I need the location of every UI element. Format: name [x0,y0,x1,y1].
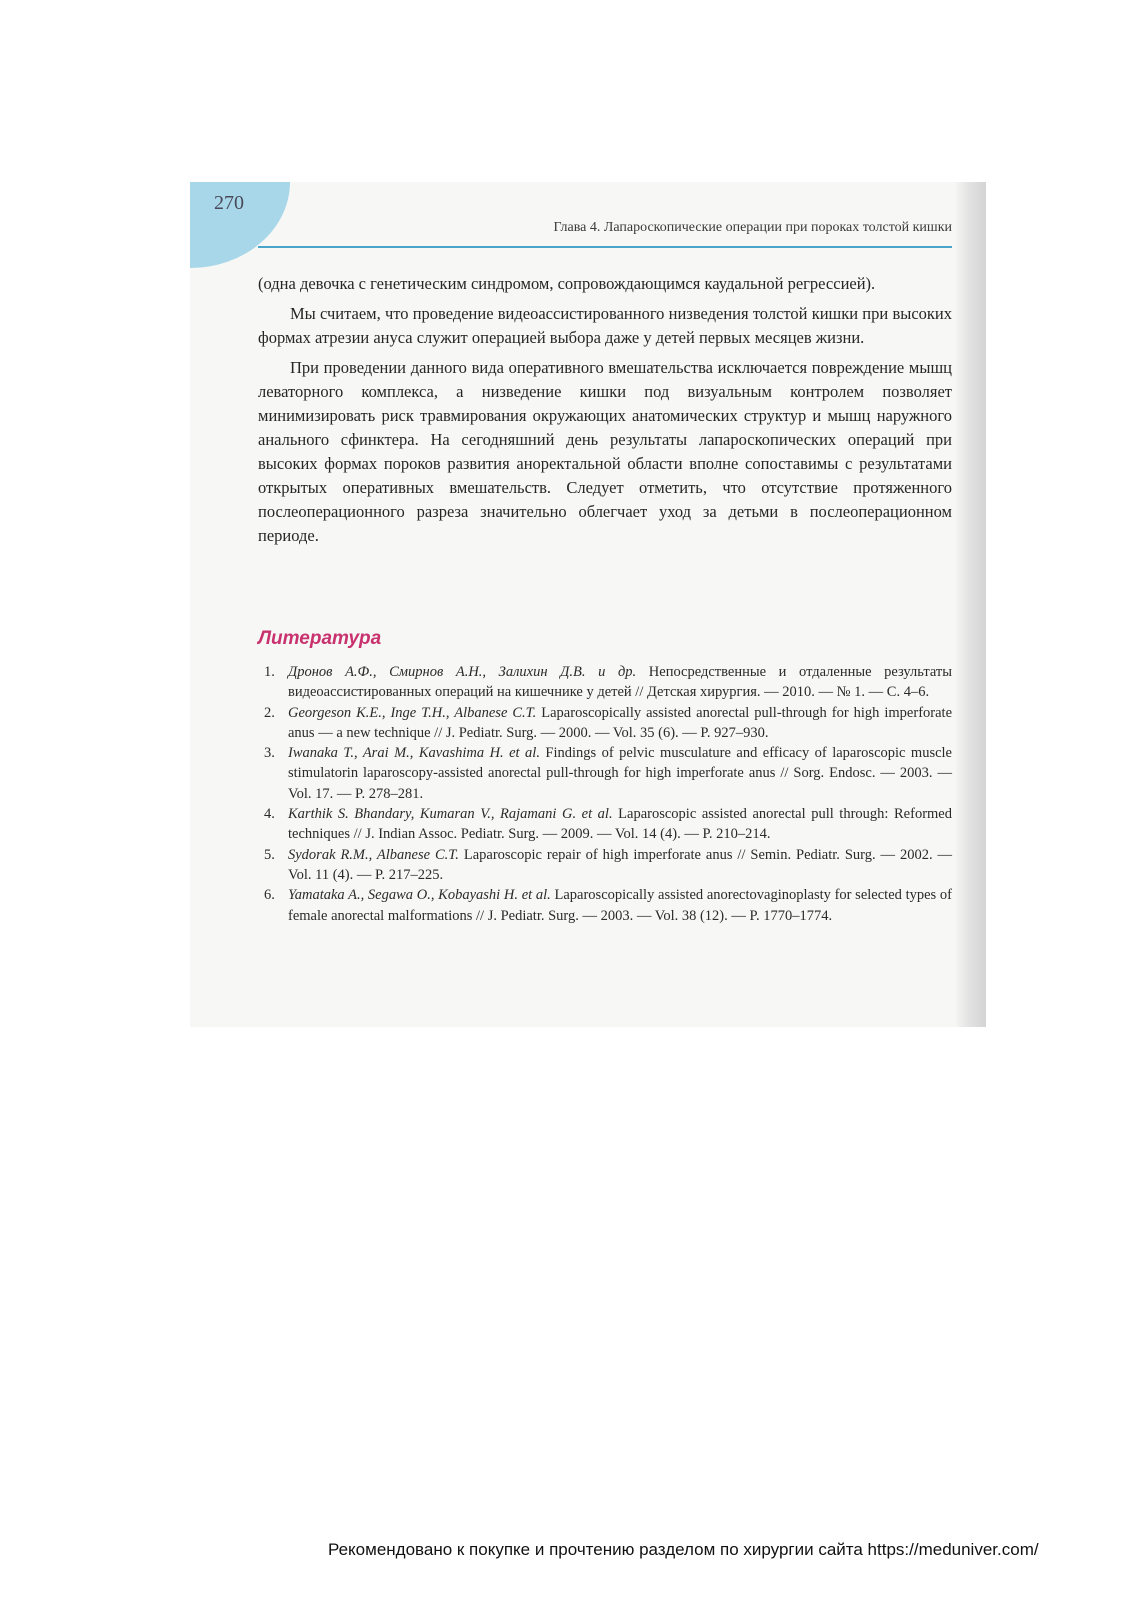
header-rule [258,246,952,248]
reference-item [264,662,952,703]
reference-text: Laparoscopic assisted anorectal pull through: Reformed techniques // J. Indian Assoc. Pediatr. Surg. — 2009. — Vol. 14 (4). — P. 210–214. [288,806,952,843]
reference-authors: Georgeson K.E., Inge T.H., Albanese C.T. [288,704,537,721]
paragraph: (одна девочка с генетическим синдромом, сопровождающимся каудальной регрессией). [258,274,876,293]
reference-item [264,845,952,886]
reference-number: 6. [264,887,275,904]
reference-text: Laparoscopically assisted anorectovaginoplasty for selected types of female anorectal malformations // J. Pediatr. Surg. — 2003. — Vol. 38 (12). — P. 1770–1774. [288,887,952,924]
reference-authors: Karthik S. Bhandary, Kumaran V., Rajamani G. et al. [288,806,613,823]
reference-authors: Sydorak R.M., Albanese C.T. [288,846,459,863]
reference-item [264,743,952,804]
reference-number: 1. [264,664,275,680]
page-number: 270 [214,192,244,214]
reference-item [264,885,952,926]
running-head: Глава 4. Лапароскопические операции при пороках толстой кишки [553,220,952,235]
reference-list [264,662,952,926]
page-binding-shadow [956,182,986,1027]
scanned-page [190,182,986,1027]
reference-number: 5. [264,846,275,863]
reference-item [264,703,952,744]
body-text [258,272,952,548]
reference-authors: Iwanaka T., Arai M., Kavashima H. et al. [288,745,540,762]
reference-authors: Yamataka A., Segawa O., Kobayashi H. et al. [288,887,551,904]
reference-item [264,804,952,845]
paragraph: Мы считаем, что проведение видеоассистированного низведения толстой кишки при высоких формах атрезии ануса служит операцией выбора даже у детей первых месяцев жизни. [258,304,952,347]
reference-text: Laparoscopically assisted anorectal pull-through for high imperforate anus — a new technique // J. Pediatr. Surg. — 2000. — Vol. 35 (6). — P. 927–930. [288,704,953,741]
literature-heading: Литература [258,628,382,649]
reference-authors: Дронов А.Ф., Смирнов А.Н., Залихин Д.В. и др. [288,664,637,680]
reference-text: Laparoscopic repair of high imperforate anus // Semin. Pediatr. Surg. — 2002. — Vol. 11 (4). — P. 217–225. [288,846,952,883]
reference-text: Findings of pelvic musculature and efficacy of laparoscopic muscle stimulatorin laparoscopy-assisted anorectal pull-through for high imperforate anus // Sorg. Endosc. — 2003. — Vol. 17. — P. 278–281. [288,745,952,802]
paragraph: При проведении данного вида оперативного вмешательства исключается повреждение мышц леваторного комплекса, а низведение кишки под визуальным контролем позволяет минимизировать риск травмирования окружающих анатомических структур и мышц наружного анального сфинктера. На сегодняшний день результаты лапароскопических операций при высоких формах пороков развития аноректальной области вполне сопоставимы с результатами открытых оперативных вмешательств. Следует отметить, что отсутствие протяженного послеоперационного разреза значительно облегчает уход за детьми в послеоперационном периоде. [258,358,952,545]
reference-number: 4. [264,806,275,823]
reference-text: Непосредственные и отдаленные результаты видеоассистированных операций на кишечнике у детей // Детская хирургия. — 2010. — № 1. — С. 4–6. [288,664,952,701]
reference-number: 2. [264,704,275,721]
reference-number: 3. [264,745,275,762]
footer-note: Рекомендовано к покупке и прочтению разделом по хирургии сайта https://meduniver.com/ [328,1540,1039,1559]
